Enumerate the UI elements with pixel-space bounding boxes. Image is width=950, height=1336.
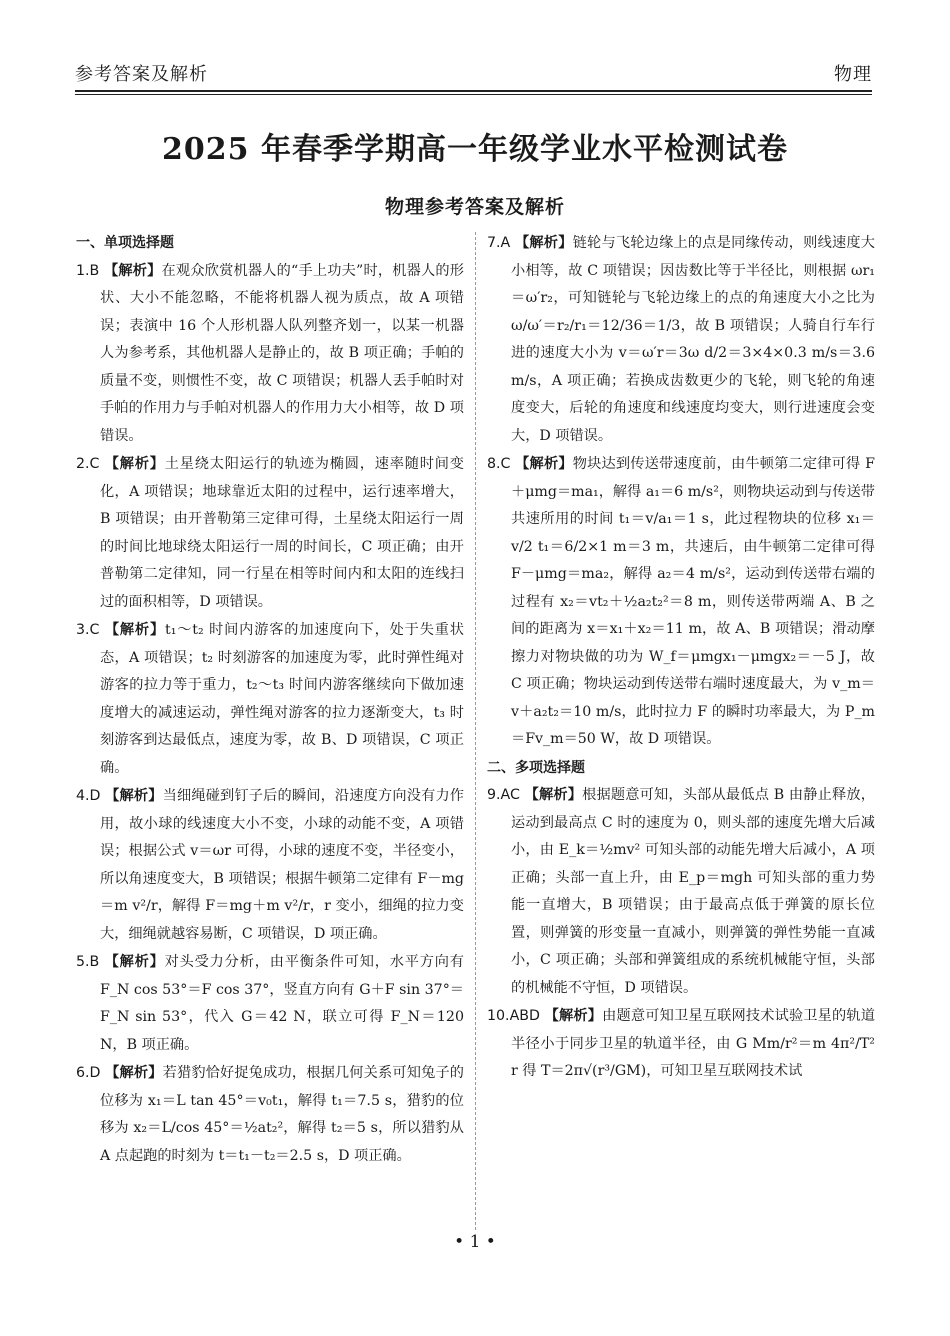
- header-subject-label: 物理: [834, 64, 872, 85]
- answer-item: 3.C 【解析】t₁～t₂ 时间内游客的加速度向下，处于失重状态，A 项错误；t₂ 时刻游客的加速度为零，此时弹性绳对游客的拉力等于重力，t₂～t₃ 时间内游客继续向下做加速度增大的减速运动，弹性绳对游客的拉力逐渐变大，t₃ 时刻游客到达最低点，速度为零，故 B、D 项错误，C 项正确。: [76, 622, 464, 776]
- answer-item: 6.D 【解析】若猎豹恰好捉兔成功，根据几何关系可知兔子的位移为 x₁＝L tan 45°＝v₀t₁，解得 t₁＝7.5 s，猎豹的位移为 x₂＝L/cos 45°＝½at₂²，解得 t₂＝5 s，所以猎豹从 A 点起跑的时刻为 t＝t₁－t₂＝2.5 s，D 项正确。: [76, 1065, 464, 1164]
- page-number: • 1 •: [454, 1232, 496, 1252]
- answer-item: 7.A 【解析】链轮与飞轮边缘上的点是同缘传动，则线速度大小相等，故 C 项错误；因齿数比等于半径比，则根据 ωr₁＝ω′r₂，可知链轮与飞轮边缘上的点的角速度大小之比为 ω/ω′＝r₂/r₁＝12/36＝1/3，故 B 项错误；人骑自行车行进的速度大小为 v＝ω′r＝3ω d/2＝3×4×0.3 m/s＝3.6 m/s，A 项正确；若换成齿数更少的飞轮，则飞轮的角速度变大，后轮的角速度和线速度均变大，则行进速度会变大，D 项错误。: [487, 235, 875, 444]
- page-header: [75, 58, 872, 88]
- answer-item: 4.D 【解析】当细绳碰到钉子后的瞬间，沿速度方向没有力作用，故小球的线速度大小不变，小球的动能不变，A 项错误；根据公式 v＝ωr 可得，小球的速度不变，半径变小，所以角速度变大，B 项错误；根据牛顿第二定律有 F－mg＝m v²/r，解得 F＝mg＋m v²/r，r 变小，细绳的拉力变大，细绳就越容易断，C 项错误，D 项正确。: [76, 788, 464, 942]
- page-subtitle: 物理参考答案及解析: [384, 196, 565, 218]
- answer-item: 1.B 【解析】在观众欣赏机器人的“手上功夫”时，机器人的形状、大小不能忽略，不能将机器人视为质点，故 A 项错误；表演中 16 个人形机器人队列整齐划一，以某一机器人为参考系，其他机器人是静止的，故 B 项正确；手帕的质量不变，则惯性不变，故 C 项错误；机器人丢手帕时对手帕的作用力与手帕对机器人的作用力大小相等，故 D 项错误。: [76, 262, 464, 444]
- section-heading-multi-choice: 二、多项选择题: [487, 759, 585, 776]
- header-rule: [75, 90, 872, 92]
- column-divider: [475, 232, 476, 1230]
- right-column: [487, 230, 875, 1087]
- answer-item: 10.ABD 【解析】由题意可知卫星互联网技术试验卫星的轨道半径小于同步卫星的轨道半径，由 G Mm/r²＝m 4π²/T² r 得 T＝2π√(r³/GM)，可知卫星互联网技术试: [487, 1008, 875, 1079]
- answer-item: 8.C 【解析】物块达到传送带速度前，由牛顿第二定律可得 F＋μmg＝ma₁，解得 a₁＝6 m/s²，则物块运动到与传送带共速所用的时间 t₁＝v/a₁＝1 s，此过程物块的位移 x₁＝v/2 t₁＝6/2×1 m＝3 m，共速后，由牛顿第二定律可得 F－μmg＝ma₂，解得 a₂＝4 m/s²，运动到传送带右端的过程有 x₂＝vt₂＋½a₂t₂²＝8 m，则传送带两端 A、B 之间的距离为 x＝x₁＋x₂＝11 m，故 A、B 项错误；滑动摩擦力对物块做的功为 W_f＝μmgx₁－μmgx₂＝－5 J，故 C 项正确；物块运动到传送带右端时速度最大，为 v_m＝v＋a₂t₂＝10 m/s，此时拉力 F 的瞬时功率最大，为 P_m＝Fv_m＝50 W，故 D 项错误。: [487, 456, 875, 747]
- answer-item: 9.AC 【解析】根据题意可知，头部从最低点 B 由静止释放，运动到最高点 C 时的速度为 0，则头部的速度先增大后减小，由 E_k＝½mv² 可知头部的动能先增大后减小，A 项正确；头部一直上升，由 E_p＝mgh 可知头部的重力势能一直增大，B 项错误；由于最高点低于弹簧的原长位置，则弹簧的形变量一直减小，则弹簧的弹性势能一直减小，C 项正确；头部和弹簧组成的系统机械能守恒，头部的机械能不守恒，D 项错误。: [487, 787, 875, 996]
- section-heading-single-choice: 一、单项选择题: [76, 235, 174, 251]
- left-column: [76, 230, 464, 1171]
- answer-item: 5.B 【解析】对头受力分析，由平衡条件可知，水平方向有 F_N cos 53°＝F cos 37°，竖直方向有 G＋F sin 37°＝F_N sin 53°，代入 G＝42 N，联立可得 F_N＝120 N，B 项正确。: [76, 954, 464, 1053]
- header-left-label: 参考答案及解析: [75, 64, 208, 85]
- header-rule-thin: [75, 94, 872, 95]
- answer-item: 2.C 【解析】土星绕太阳运行的轨迹为椭圆，速率随时间变化，A 项错误；地球靠近太阳的过程中，运行速率增大，B 项错误；由开普勒第三定律可得，土星绕太阳运行一周的时间比地球绕太阳运行一周的时间长，C 项正确；由开普勒第二定律知，同一行星在相等时间内和太阳的连线扫过的面积相等，D 项错误。: [76, 456, 464, 610]
- page-title: 2025 年春季学期高一年级学业水平检测试卷: [162, 132, 788, 167]
